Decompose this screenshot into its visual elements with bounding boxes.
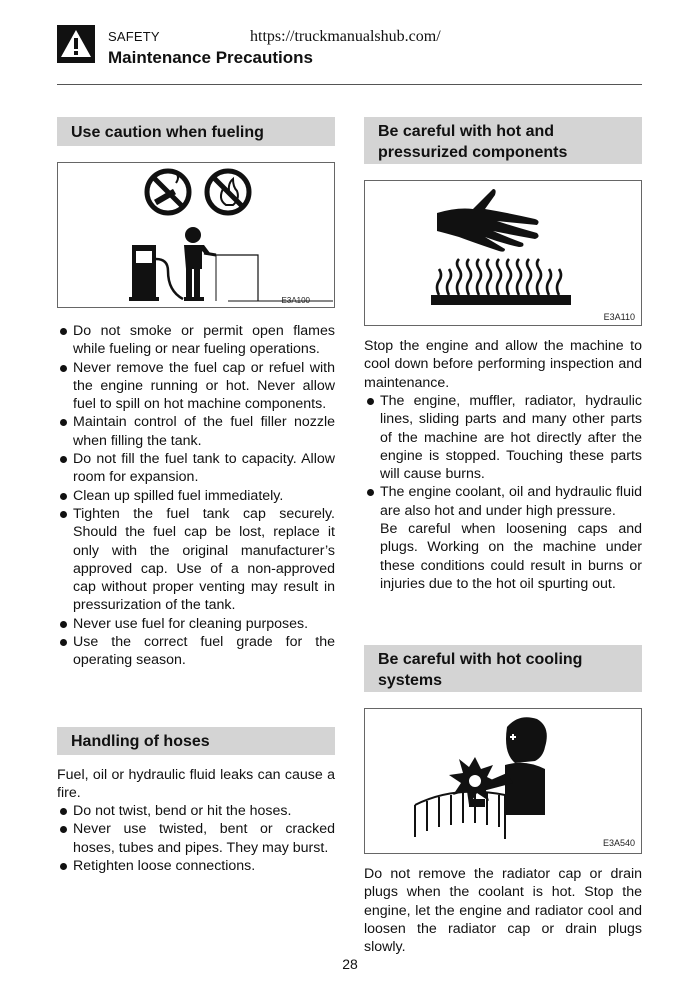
radiator-burst-icon — [365, 709, 641, 853]
hoses-bullet-list — [57, 802, 335, 875]
hot-components-intro: Stop the engine and allow the machine to cool down before performing inspection and maintenance. — [364, 338, 642, 391]
fueling-bullet-list — [57, 322, 335, 670]
cooling-figure-code: E3A540 — [602, 838, 635, 848]
list-item: Never use twisted, bent or cracked hoses, tubes and pipes. They may burst. — [57, 820, 335, 857]
cooling-text: Do not remove the radiator cap or drain plugs when the coolant is hot. Stop the engine, let the engine and radiator cool and loosen the radiator cap or drain plugs slowly. — [364, 866, 642, 956]
header-divider — [57, 84, 642, 85]
list-item: The engine, muffler, radiator, hydraulic lines, sliding parts and many other parts of the machine are hot directly after the engine is stopped. Touching these parts will cause burns. — [364, 392, 642, 483]
cooling-heading-line1: Be careful with hot cooling — [378, 651, 583, 668]
list-item: Use the correct fuel grade for the operating season. — [57, 633, 335, 670]
list-item: Never use fuel for cleaning purposes. — [57, 615, 335, 633]
hot-components-figure — [364, 180, 642, 326]
hand-over-heat-icon — [365, 181, 641, 325]
cooling-heading — [364, 645, 642, 692]
list-item: Do not twist, bend or hit the hoses. — [57, 802, 335, 820]
hot-components-heading-line1: Be careful with hot and — [378, 123, 555, 140]
list-item: Clean up spilled fuel immediately. — [57, 487, 335, 505]
warning-triangle-icon — [57, 25, 95, 63]
list-item: Do not fill the fuel tank to capacity. Allow room for expansion. — [57, 450, 335, 487]
hoses-heading: Handling of hoses — [57, 727, 335, 755]
list-item: Do not smoke or permit open flames while fueling or near fueling operations. — [57, 322, 335, 359]
header-category: SAFETY — [108, 29, 160, 44]
fueling-figure-code: E3A100 — [281, 296, 310, 305]
list-item — [364, 483, 642, 593]
list-item-line2: Be careful when loosening caps and plugs. Working on the machine under these conditions could result in burns or injuries due to the hot oil spurting out. — [380, 521, 642, 592]
list-item: Tighten the fuel tank cap securely. Should the fuel cap be lost, replace it only with the original manufacturer’s approved cap. Use of a non-approved cap without proper venting may result in pressurization of the tank. — [57, 505, 335, 615]
hot-components-figure-code: E3A110 — [603, 312, 635, 322]
header-url: https://truckmanualshub.com/ — [250, 28, 441, 45]
page-title: Maintenance Precautions — [108, 48, 314, 67]
cooling-figure — [364, 708, 642, 854]
fueling-heading: Use caution when fueling — [57, 117, 335, 146]
hot-components-heading-line2: pressurized components — [378, 144, 568, 161]
cooling-heading-line2: systems — [378, 672, 443, 689]
hot-components-bullet-list — [364, 392, 642, 593]
list-item: Never remove the fuel cap or refuel with the engine running or hot. Never allow fuel to spill on hot machine components. — [57, 359, 335, 414]
list-item: Retighten loose connections. — [57, 857, 335, 875]
hot-components-heading — [364, 117, 642, 164]
hoses-intro: Fuel, oil or hydraulic fluid leaks can cause a fire. — [57, 767, 335, 802]
page-number: 28 — [342, 956, 358, 972]
no-smoking-no-flame-icon — [58, 163, 334, 307]
fueling-figure — [57, 162, 335, 308]
list-item-line1: The engine coolant, oil and hydraulic fluid are also hot and under high pressure. — [380, 484, 642, 519]
list-item: Maintain control of the fuel filler nozzle when filling the tank. — [57, 413, 335, 450]
